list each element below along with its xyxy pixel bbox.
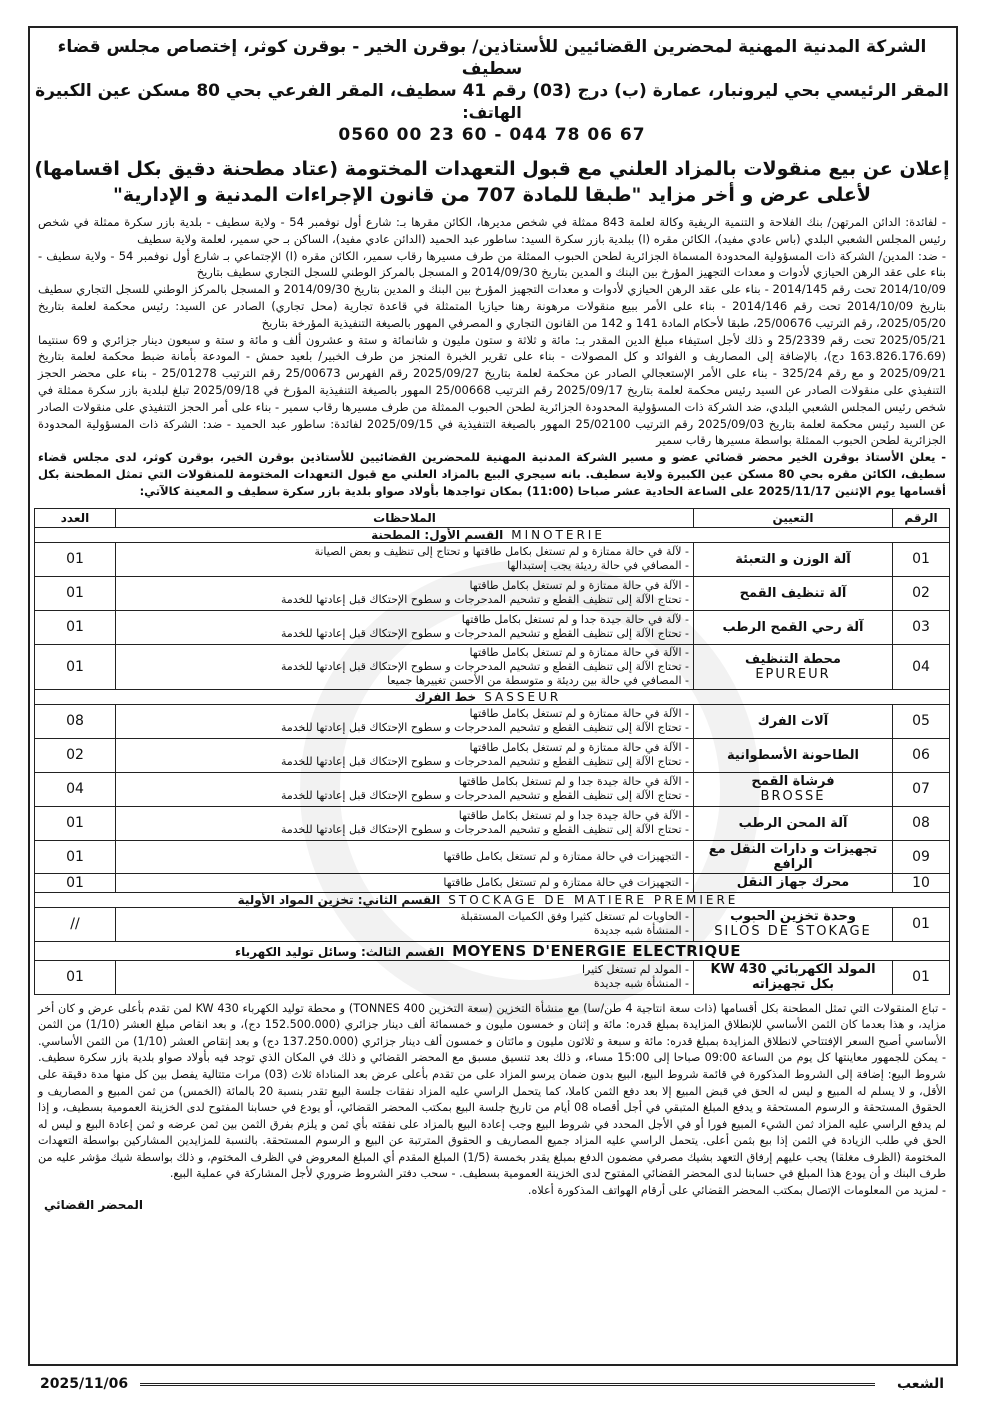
item-note-line: - لآلة في حالة جيدة جدا و لم تستغل بكامل طاقتها — [461, 613, 689, 627]
item-note-line: - الآلة في حالة جيدة جدا و لم تستغل بكامل طاقتها — [458, 809, 689, 823]
section-title — [35, 527, 950, 542]
item-name: تجهيزات و دارات النقل مع الرافع — [708, 841, 878, 872]
item-name: المولد الكهربائي 430 KW بكل تجهيزاته — [710, 962, 876, 993]
item-note-line: - تحتاج الآلة إلى تنظيف القطع و تشحيم المدحرجات و سطوح الإحتكاك قبل إعادتها للخدمة — [280, 823, 689, 837]
sale-conditions — [38, 1001, 946, 1200]
item-notes — [116, 840, 694, 873]
item-name: الطاحونة الأسطوانية — [727, 747, 859, 763]
table-row — [35, 907, 950, 941]
intro-paragraph: - لفائدة: الدائن المرتهن/ بنك الفلاحة و التنمية الريفية وكالة لعلمة 843 ممثلة في شخص مديرها، الكائن مقرها بـ: شارع أول نوفمبر 54 - ولاية سطيف - بلدية بازر سكرة ممثلة في شخص رئيس المجلس الشعبي البلدي (باس عادي مفيد)، الكائن مقره (ا) ببلدية بازر سكرة السيد: ساطور عبد الحميد (الدائن عادي مفيد)، الساكن بـ حي سمير، لعلمة ولاية سطيف — [38, 215, 946, 246]
item-name-cell — [694, 576, 893, 610]
item-note-line: - لآلة في حالة ممتازة و لم تستغل بكامل طاقتها و تحتاج إلى تنظيف و بعض الصيانة — [314, 545, 689, 559]
item-note-line: - تحتاج الآلة إلى تنظيف القطع و تشحيم المدحرجات و سطوح الإحتكاك قبل إعادتها للخدمة — [280, 789, 689, 803]
table-row — [35, 772, 950, 806]
intro-paragraph: 2014/10/09 تحت رقم 2014/145 - بناء على عقد الرهن الحيازي لأدوات و معدات التجهيز المؤرخ بين البنك و المدين بتاريخ 2014/09/30 و المسجل بالمركز الوطني للسجل التجاري سطيف بتاريخ 2014/10/09 تحت رقم 2014/146 - بناء على الأمر ببيع منقولات مرهونة رهنا حيازيا المتمثلة في قاعدة تجارية (محل تجاري) الصادر عن السيد: رئيس محكمة لعلمة بتاريخ 2025/05/20، رقم الترتيب 25/00676، طبقا لأحكام المادة 141 و 142 من القانون التجاري و المصرفي المهور بالصيغة التنفيذية المؤرخة بتاريخ — [38, 282, 946, 330]
item-number: 06 — [893, 738, 950, 772]
item-name: محطة التنظيف — [745, 651, 841, 667]
item-notes — [116, 873, 694, 892]
table-row — [35, 873, 950, 892]
item-number: 09 — [893, 840, 950, 873]
item-number: 08 — [893, 806, 950, 840]
item-number: 04 — [893, 644, 950, 689]
section-title-ar: القسم الثاني: تخزين المواد الأولية — [237, 892, 441, 907]
table-section-row — [35, 941, 950, 960]
item-note-line: - تحتاج الآلة إلى تنظيف القطع و تشحيم المدحرجات و سطوح الإحتكاك قبل إعادتها للخدمة — [280, 659, 689, 673]
item-notes — [116, 806, 694, 840]
item-note-line: - التجهيزات في حالة ممتازة و لم تستغل بكامل طاقتها — [443, 875, 689, 889]
section-title-fr: SASSEUR — [484, 689, 562, 704]
section-title-fr: MOYENS D'ENERGIE ELECTRIQUE — [452, 941, 742, 960]
item-name-cell — [694, 840, 893, 873]
item-name-cell — [694, 806, 893, 840]
item-count: 01 — [35, 644, 116, 689]
item-note-line: - المنشأة شبه جديدة — [593, 924, 689, 938]
col-header-count: العدد — [35, 508, 116, 527]
item-notes — [116, 542, 694, 576]
section-title — [35, 892, 950, 907]
item-count: // — [35, 907, 116, 941]
item-notes — [116, 960, 694, 994]
phone-numbers: 0560 00 23 60 - 044 78 06 67 — [338, 125, 646, 145]
item-name-cell — [694, 772, 893, 806]
table-row — [35, 738, 950, 772]
table-row — [35, 542, 950, 576]
item-note-line: - تحتاج الآلة إلى تنظيف القطع و تشحيم المدحرجات و سطوح الإحتكاك قبل إعادتها للخدمة — [280, 593, 689, 607]
item-count: 02 — [35, 738, 116, 772]
item-notes — [116, 644, 694, 689]
col-header-name: التعيين — [694, 508, 893, 527]
table-row — [35, 704, 950, 738]
item-name-cell — [694, 873, 893, 892]
firm-name: الشركة المدنية المهنية لمحضرين القضائيين للأستاذين/ بوقرن الخير - بوقرن كوثر، إختصاص مجلس قضاء سطيف — [57, 37, 927, 79]
item-note-line: - المصافي في حالة بين رديئة و متوسطة من الأحسن تغييرها جميعا — [387, 673, 689, 687]
section-title-fr: MINOTERIE — [511, 527, 605, 542]
item-count: 01 — [35, 610, 116, 644]
section-title-ar: القسم الثالث: وسائل توليد الكهرباء — [234, 944, 445, 959]
item-count: 01 — [35, 840, 116, 873]
item-name: آلة رحي القمح الرطب — [722, 619, 864, 635]
firm-header — [34, 36, 950, 146]
item-notes — [116, 772, 694, 806]
firm-address: المقر الرئيسي بحي ليرونبار، عمارة (ب) درج (03) رقم 41 سطيف، المقر الفرعي بحي 80 مسكن عين الكبيرة — [35, 81, 949, 101]
item-name: محرك جهاز النقل — [736, 875, 850, 891]
table-row — [35, 806, 950, 840]
item-count: 04 — [35, 772, 116, 806]
bailiff-signature: المحضر القضائي — [44, 1197, 144, 1212]
items-table — [34, 508, 950, 995]
col-header-num: الرقم — [893, 508, 950, 527]
newspaper-name: الشعب — [896, 1376, 944, 1392]
table-row — [35, 644, 950, 689]
item-name: فرشاة القمح — [751, 774, 835, 790]
announcement-paragraph: - يعلن الأستاذ بوقرن الخير محضر قضائي عضو و مسير الشركة المدنية المهنية للمحضرين القضائيين للأستاذين بوقرن الخير، بوقرن كوثر، لدى مجلس قضاء سطيف، الكائن مقره بحي 80 مسكن عين الكبيرة ولاية سطيف. بانه سيجري البيع بالمزاد العلني مع قبول التعهدات المختومة للمنقولات التي تمثل المطحنة بكل أقسامها يوم الإثنين 2025/11/17 على الساعة الحادية عشر صباحا (11:00) بمكان تواجدها بأولاد صواو بلدية بازر سكرة سطيف و المعينة كالآتي: — [38, 450, 946, 498]
item-name-cell — [694, 610, 893, 644]
item-count: 08 — [35, 704, 116, 738]
item-note-line: - المولد لم تستغل كثيرا — [581, 963, 689, 977]
table-row — [35, 576, 950, 610]
item-note-line: - الآلة في حالة ممتازة و لم تستغل بكامل طاقتها — [469, 707, 689, 721]
item-count: 01 — [35, 873, 116, 892]
item-note-line: - الآلة في حالة ممتازة و لم تستغل بكامل طاقتها — [469, 579, 689, 593]
table-section-row — [35, 892, 950, 907]
item-count: 01 — [35, 542, 116, 576]
notice-title-line-1: إعلان عن بيع منقولات بالمزاد العلني مع قبول التعهدات المختومة (عتاد مطحنة دقيق بكل اقسامها) — [34, 158, 950, 180]
table-row — [35, 840, 950, 873]
item-name-cell — [694, 960, 893, 994]
table-row — [35, 610, 950, 644]
item-note-line: - الآلة في حالة جيدة جدا و لم تستغل بكامل طاقتها — [458, 775, 689, 789]
col-header-notes: الملاحظات — [116, 508, 694, 527]
contact-paragraph: - لمزيد من المعلومات الإتصال بمكتب المحضر القضائي على أرقام الهواتف المذكورة أعلاه. — [527, 1184, 946, 1198]
section-title — [35, 941, 950, 960]
item-number: 01 — [893, 907, 950, 941]
item-count: 01 — [35, 576, 116, 610]
section-title-ar: خط الفرك — [414, 689, 477, 704]
item-note-line: - تحتاج الآلة إلى تنظيف القطع و تشحيم المدحرجات و سطوح الإحتكاك قبل إعادتها للخدمة — [280, 721, 689, 735]
item-name-fr: EPUREUR — [755, 666, 831, 682]
item-count: 01 — [35, 960, 116, 994]
section-title-fr: STOCKAGE DE MATIERE PREMIERE — [448, 892, 739, 907]
items-table-body — [35, 527, 950, 994]
item-name-cell — [694, 704, 893, 738]
item-note-line: - الحاويات لم تستغل كثيرا وفق الكميات المستقبلة — [460, 910, 689, 924]
item-note-line: - التجهيزات في حالة ممتازة و لم تستغل بكامل طاقتها — [443, 849, 689, 863]
item-name-cell — [694, 644, 893, 689]
table-section-row — [35, 527, 950, 542]
item-number: 02 — [893, 576, 950, 610]
item-name-fr: SILOS DE STOKAGE — [714, 924, 872, 940]
item-note-line: - تحتاج الآلة إلى تنظيف القطع و تشحيم المدحرجات و سطوح الإحتكاك قبل إعادتها للخدمة — [280, 755, 689, 769]
conditions-paragraph: - تباع المنقولات التي تمثل المطحنة بكل أقسامها (ذات سعة انتاجية 4 طن/سا) مع منشأة التخزين (سعة التخزين 400 TONNES) و محطة توليد الكهرباء 430 KW لمن تقدم بأعلى عرض و كان أخر مزايد، و هذا بعدما كان الثمن الأساسي للإنطلاق المزايدة بمبلغ قدره: مائة و إثنان و خمسون مليون و خمسمائة ألف دينار جزائري (152.500.000 دج)، و بعد انقاص مبلغ العشر (1/10) من الثمن الأساسي أصبح السعر الإفتتاحي لانطلاق المزايدة بمبلغ قدره: مائة و سبعة و ثلاثون مليون و مائتان و خمسون ألف دينار جزائري (137.250.000 دج) و بعد إنقاص العشر (1/10) من الثمن الأساسي. - يمكن للجمهور معاينتها كل يوم من الساعة 09:00 صباحا إلى 15:00 مساء، و ذلك بعد تنسيق مسبق مع المحضر القضائي و ذلك في المكان الذي توجد فيه بأولاد صواو بلدية بازر سكرة سطيف. شروط البيع: إضافة إلى الشروط المذكورة في قائمة شروط البيع، البيع بدون ضمان يرسو المزاد على من تقدم بأعلى عرض بعد المناداة ثلاث (03) مرات متتالية يفصل بين كل منها مدة دقيقة على الأقل، و لا يسلم له المبيع و ليس له الحق في قبض المبيع إلا بعد دفع الثمن كاملا، كما يتحمل الراسي عليه المزاد نفقات جلسة البيع تقدر بنسبة 20 بالمائة (الخمس) من ثمن المبيع و المصاريف و الحقوق المستحقة و الرسوم المستحقة و يدفع المبلغ المتبقي في أجل أقصاه 08 أيام من تاريخ جلسة البيع بمكتب المحضر القضائي، أو يودع في حسابنا المفتوح لدى الخزينة العمومية بسطيف، و إذا لم يدفع الراسي عليه المزاد ثمن الشيء المبيع فورا أو في الأجل المحدد في شروط البيع وجب إعادة البيع بالمزاد على نفقته بأي ثمن و يلزم بفرق الثمن بين ثمن عرضه و ثمن إعادة البيع و ليس له الحق في طلب الزيادة في الثمن إذا بيع بثمن أعلى. يتحمل الراسي عليه المزاد جميع المصاريف و الحقوق المترتبة عن البيع و الرسوم المستحقة. بالنسبة للمزايدين المشاركين بواسطة التعهدات المختومة (الظرف مغلقا) يجب عليهم إرفاق التعهد بشيك مصرفي مضمون الدفع بمبلغ يقدر بخمسة (1/5) المبلغ المقدم أي المبلغ المعروض في الظرف المختوم، و ذلك بواسطة شيك مؤشر عليه من طرف البنك و أن يودع هذا المبلغ في حسابنا لدى المحضر القضائي المفتوح لدى الخزينة العمومية بسطيف. - سحب دفتر الشروط ضروري لأجل المشاركة في عملية البيع. — [38, 1001, 947, 1181]
item-name-cell — [694, 738, 893, 772]
table-section-row — [35, 689, 950, 704]
item-note-line: - الآلة في حالة ممتازة و لم تستغل بكامل طاقتها — [469, 645, 689, 659]
item-note-line: - تحتاج الآلة إلى تنظيف القطع و تشحيم المدحرجات و سطوح الإحتكاك قبل إعادتها للخدمة — [280, 627, 689, 641]
item-note-line: - الآلة في حالة ممتازة و لم تستغل بكامل طاقتها — [469, 741, 689, 755]
intro-paragraph: 2025/05/21 تحت رقم 25/2339 و ذلك لأجل استيفاء مبلغ الدين المقدر بـ: مائة و ثلاثة و ستون مليون و شانمائة و ستة و عشرون ألف و مائة و ستة و سبعون دينار جزائري و 69 سنتيما (163.826.176.69 دج)، بالإضافة إلى المصاريف و الفوائد و كل المصولات - بناء على تقرير الخبرة المنجز من طرف الخبير/ بلعيد حمش - المودعة بأمانة ضبط محكمة لعلمة بتاريخ 2025/09/21 و مع رقم 325/24 - بناء على الأمر الإستعجالي الصادر عن محكمة لعلمة بتاريخ 2025/09/27 رقم الفهرس 25/00673 رقم الترتيب 25/01278 - بناء على محضر الحجز التنفيذي على منقولات الصادر عن السيد رئيس محكمة لعلمة بتاريخ 2025/09/17 رقم الترتيب 25/00668 المهور بالصيغة التنفيذية المؤرخ في 2025/09/18 تبلغ لبلدية بازر سكرة ممثلة في شخص رئيس المجلس الشعبي البلدي، ضد الشركة ذات المسؤولية المحدودة الجزائرية لطحن الحبوب الممثلة من طرف مسيرها رقاب سمير - بناء على أمر الحجز التنفيذي على منقولات الصادر عن السيد رئيس محكمة لعلمة بتاريخ 2025/09/03 رقم الترتيب 25/02100 المهور بالصيغة التنفيذية في 2025/09/15 لفائدة: ساطور عبد الحميد - ضد: الشركة ذات المسؤولية المحدودة الجزائرية لطحن الحبوب الممثلة بواسطة مسيرها رقاب سمير — [38, 332, 947, 448]
item-note-line: - المصافي في حالة رديئة يجب إستبدالها — [507, 559, 689, 573]
notice-title — [34, 156, 950, 208]
item-notes — [116, 704, 694, 738]
item-name: وحدة تخزين الحبوب — [730, 909, 856, 925]
item-name-cell — [694, 907, 893, 941]
item-count: 01 — [35, 806, 116, 840]
item-notes — [116, 576, 694, 610]
item-name-fr: BROSSE — [760, 789, 826, 805]
item-notes — [116, 738, 694, 772]
page-footer — [40, 1370, 944, 1398]
items-table-header — [35, 508, 950, 527]
table-row — [35, 960, 950, 994]
item-name: آلة تنظيف القمح — [739, 585, 847, 601]
intro-paragraph: - ضد: المدين/ الشركة ذات المسؤولية المحدودة المسماة الجزائرية لطحن الحبوب الممثلة من طرف مسيرها رقاب سمير، الكائن مقره (ا) الإجتماعي بـ شارع أول نوفمبر 54 - ولاية سطيف - بناء على عقد الرهن الحيازي لأدوات و معدات التجهيز المؤرخ بين البنك و المدين بتاريخ 2014/09/30 و المسجل بالمركز الوطني للسجل التجاري سطيف بتاريخ — [38, 248, 946, 280]
footer-rule — [140, 1383, 875, 1386]
item-number: 03 — [893, 610, 950, 644]
item-number: 01 — [893, 960, 950, 994]
item-name-cell — [694, 542, 893, 576]
item-name: آلة الوزن و التعبئة — [735, 551, 851, 567]
item-number: 05 — [893, 704, 950, 738]
phone-label: الهاتف: — [462, 103, 522, 122]
item-number: 07 — [893, 772, 950, 806]
item-notes — [116, 907, 694, 941]
item-notes — [116, 610, 694, 644]
item-note-line: - المنشأة شبه جديدة — [593, 977, 689, 991]
section-title-ar: القسم الأول: المطحنة — [371, 527, 504, 542]
notice-title-line-2: لأعلى عرض و أخر مزايد "طبقا للمادة 707 من قانون الإجراءات المدنية و الإدارية" — [113, 184, 871, 206]
section-title — [35, 689, 950, 704]
notice-intro — [38, 214, 946, 500]
item-number: 10 — [893, 873, 950, 892]
publication-date: 2025/11/06 — [40, 1376, 129, 1392]
item-name: آلات الفرك — [757, 713, 829, 729]
item-name: آلة المحن الرطب — [738, 815, 848, 831]
item-number: 01 — [893, 542, 950, 576]
